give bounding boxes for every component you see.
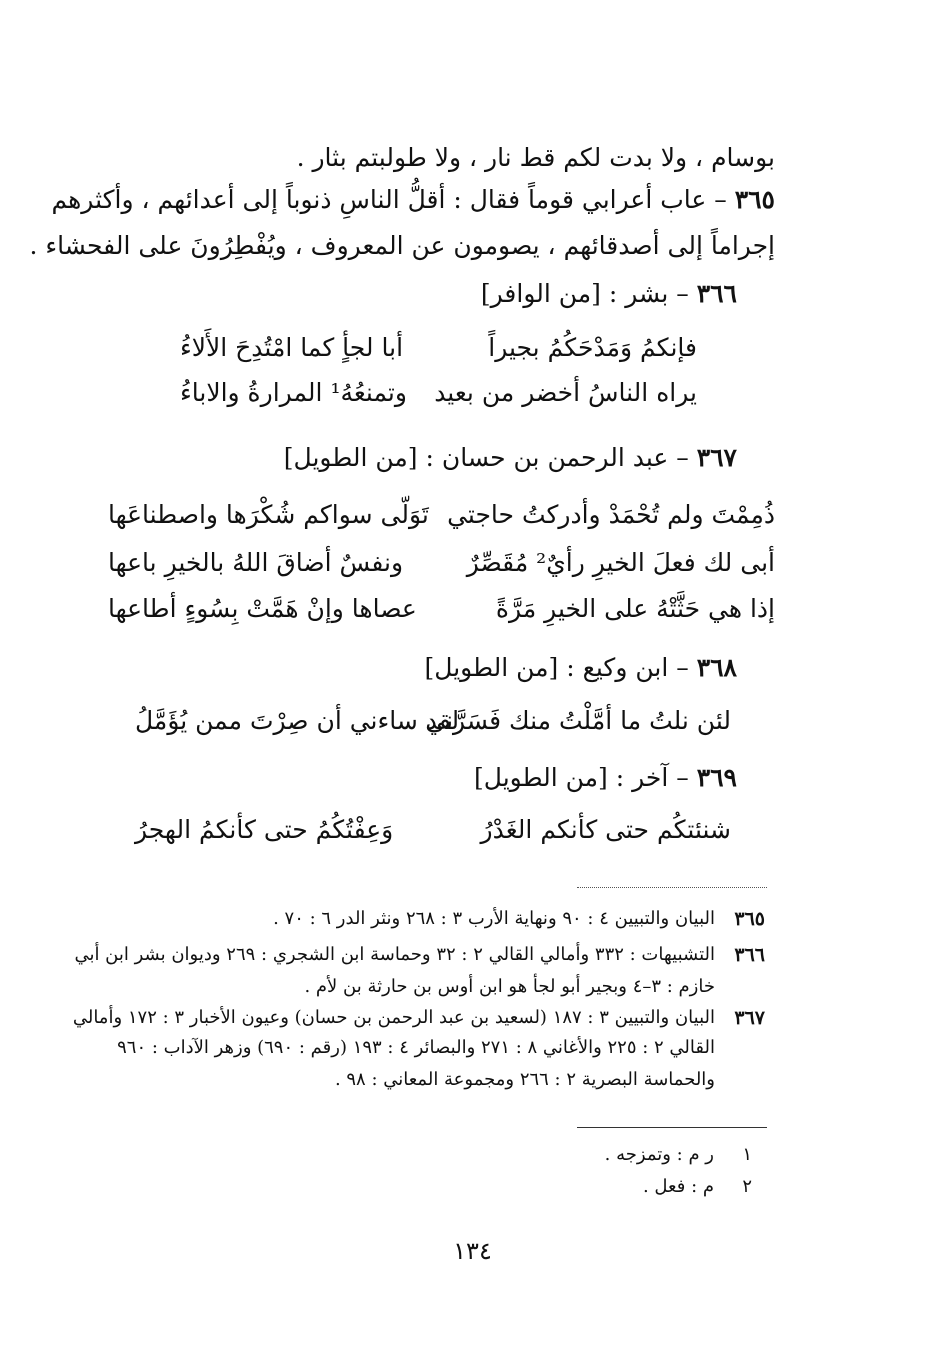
entry-text: – عاب أعرابي قوماً فقال : أقلُّ الناسِ ذنوباً إلى أعدائهم ، وأكثرهم: [51, 185, 727, 214]
hemistich-first: لئن نلتُ ما أمَّلْتُ منك فَسَرَّني: [425, 706, 731, 735]
entry-366-heading: [481, 276, 737, 312]
source-number: ٣٦٧: [734, 1007, 765, 1029]
source-text-line-1: البيان والتبيين ٣ : ١٨٧ (لسعيد بن عبد الرحمن بن حسان) وعيون الأخبار ٣ : ١٧٢ وأمالي: [72, 1007, 715, 1028]
source-text-line-2: القالي ٢ : ٢٢٥ والأغاني ٨ : ٢٧١ والبصائر ٤ : ١٩٣ (رقم : ٦٩٠) وزهر الآداب : ٩٦٠: [117, 1037, 715, 1058]
entry-367-heading: [284, 440, 737, 476]
entry-heading-text: – بشر : [من الوافر]: [480, 279, 689, 308]
hemistich-second: ونفسٌ أضاقَ اللهُ بالخيرِ باعها: [108, 548, 404, 577]
entry-heading-text: – آخر : [من الطويل]: [474, 763, 689, 792]
entry-number: ٣٦٦: [696, 279, 737, 308]
source-366: [74, 942, 765, 1002]
source-number: ٣٦٦: [734, 944, 765, 966]
hemistich-first: يراه الناسُ أخضر من بعيد: [434, 378, 697, 407]
entry-number: ٣٦٧: [696, 443, 737, 472]
sources-divider: [577, 887, 767, 888]
hemistich-second: وتمنعُهُ¹ المرارةُ والاباءُ: [180, 378, 407, 407]
footnote-text: ر م : وتمزجه .: [604, 1144, 714, 1165]
source-text-line-1: التشبيهات : ٣٣٢ وأمالي القالي ٢ : ٣٢ وحماسة ابن الشجري : ٢٦٩ وديوان بشر ابن أبي: [74, 944, 715, 965]
footnote-2: [452, 1174, 752, 1200]
footnotes-divider: [577, 1127, 767, 1128]
source-number: ٣٦٥: [734, 908, 765, 930]
hemistich-first: إذا هي حَثَّتْهُ على الخيرِ مَرَّةً: [495, 594, 775, 623]
source-text: البيان والتبيين ٤ : ٩٠ ونهاية الأرب ٣ : ٢٦٨ ونثر الدر ٦ : ٧٠ .: [273, 908, 715, 929]
source-365: [105, 906, 765, 932]
entry-number: ٣٦٩: [696, 763, 737, 792]
hemistich-second: لقد ساءني أن صِرْتَ ممن يُؤَمَّلُ: [135, 706, 460, 735]
prose-line-1: بوسام ، ولا بدت لكم قط نار ، ولا طولبتم بثار .: [296, 143, 775, 172]
hemistich-first: ذُمِمْتَ ولم تُحْمَدْ وأدركتُ حاجتي: [447, 500, 775, 529]
source-text-line-3: والحماسة البصرية ٢ : ٢٦٦ ومجموعة المعاني : ٩٨ .: [334, 1069, 715, 1090]
hemistich-second: عصاها وإنْ هَمَّتْ بِسُوءٍ أطاعها: [108, 594, 417, 623]
entry-heading-text: – ابن وكيع : [من الطويل]: [424, 653, 689, 682]
footnote-number: ٢: [742, 1176, 752, 1197]
footnote-1: [452, 1142, 752, 1168]
source-text-line-2: خازم : ٣–٤ وبجير أبو لجأ هو ابن أوس بن حارثة بن لأم .: [304, 976, 715, 997]
entry-heading-text: – عبد الرحمن بن حسان : [من الطويل]: [283, 443, 689, 472]
hemistich-second: تَوَلّى سواكم شُكْرَها واصطناعَها: [108, 500, 429, 529]
entry-365-line-2: إجراماً إلى أصدقائهم ، يصومون عن المعروف ، ويُفْطِرُونَ على الفحشاء .: [29, 231, 775, 260]
entry-number: ٣٦٥: [734, 185, 775, 214]
entry-368-heading: [425, 650, 737, 686]
source-367: [72, 1005, 765, 1095]
hemistich-second: أبا لجأٍ كما امْتُدِحَ الأَلاءُ: [180, 333, 404, 362]
hemistich-first: فإنكمُ وَمَدْحَكُمُ بجيراً: [488, 333, 697, 362]
page-number: ١٣٤: [453, 1237, 492, 1265]
footnote-text: م : فعل .: [642, 1176, 714, 1197]
hemistich-first: أبى لك فعلَ الخيرِ رأيٌ² مُقَصِّرٌ: [466, 548, 775, 577]
entry-369-heading: [474, 760, 737, 796]
entry-365-line-1: [51, 182, 775, 218]
footnote-number: ١: [742, 1144, 752, 1165]
hemistich-second: وَعِفْتُكُمُ حتى كأنكمُ الهجرُ: [135, 815, 394, 844]
entry-number: ٣٦٨: [696, 653, 737, 682]
hemistich-first: شنئتكُم حتى كأنكم الغَدْرُ: [480, 815, 731, 844]
